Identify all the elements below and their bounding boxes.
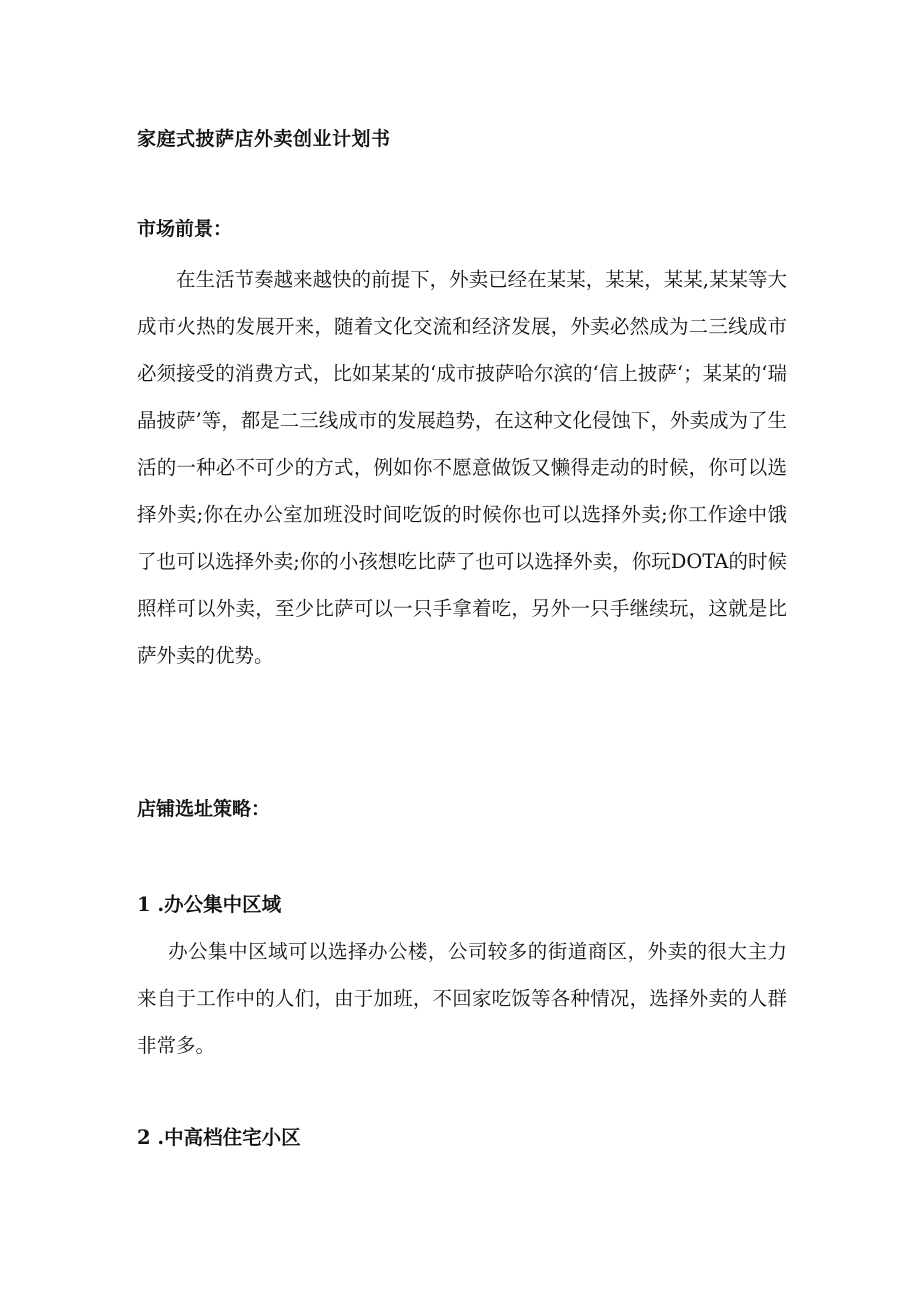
document-title: 家庭式披萨店外卖创业计划书 (137, 128, 391, 150)
location-item-office-heading: 1 .办公集中区域 (137, 893, 282, 916)
location-strategy-heading: 店铺选址策略： (137, 798, 271, 820)
market-outlook-heading: 市场前景： (137, 218, 233, 240)
location-item-residential-heading: 2 .中高档住宅小区 (137, 1126, 301, 1149)
market-outlook-paragraph: 在生活节奏越来越快的前提下，外卖已经在某某，某某，某某,某某等大成市火热的发展开来，随着文化交流和经济发展，外卖必然成为二三线成市必须接受的消费方式，比如某某的‘成市披萨哈尔滨的‘信上披萨‘；某某的‘瑞晶披萨’等，都是二三线成市的发展趋势，在这种文化侵蚀下，外卖成为了生活的一种必不可少的方式，例如你不愿意做饭又懒得走动的时候，你可以选择外卖;你在办公室加班没时间吃饭的时候你也可以选择外卖;你工作途中饿了也可以选择外卖;你的小孩想吃比萨了也可以选择外卖，你玩DOTA的时候照样可以外卖，至少比萨可以一只手拿着吃，另外一只手继续玩，这就是比萨外卖的优势。 (137, 268, 787, 667)
location-item-office-paragraph: 办公集中区域可以选择办公楼，公司较多的街道商区，外卖的很大主力来自于工作中的人们，由于加班，不回家吃饭等各种情况，选择外卖的人群非常多。 (137, 940, 787, 1057)
